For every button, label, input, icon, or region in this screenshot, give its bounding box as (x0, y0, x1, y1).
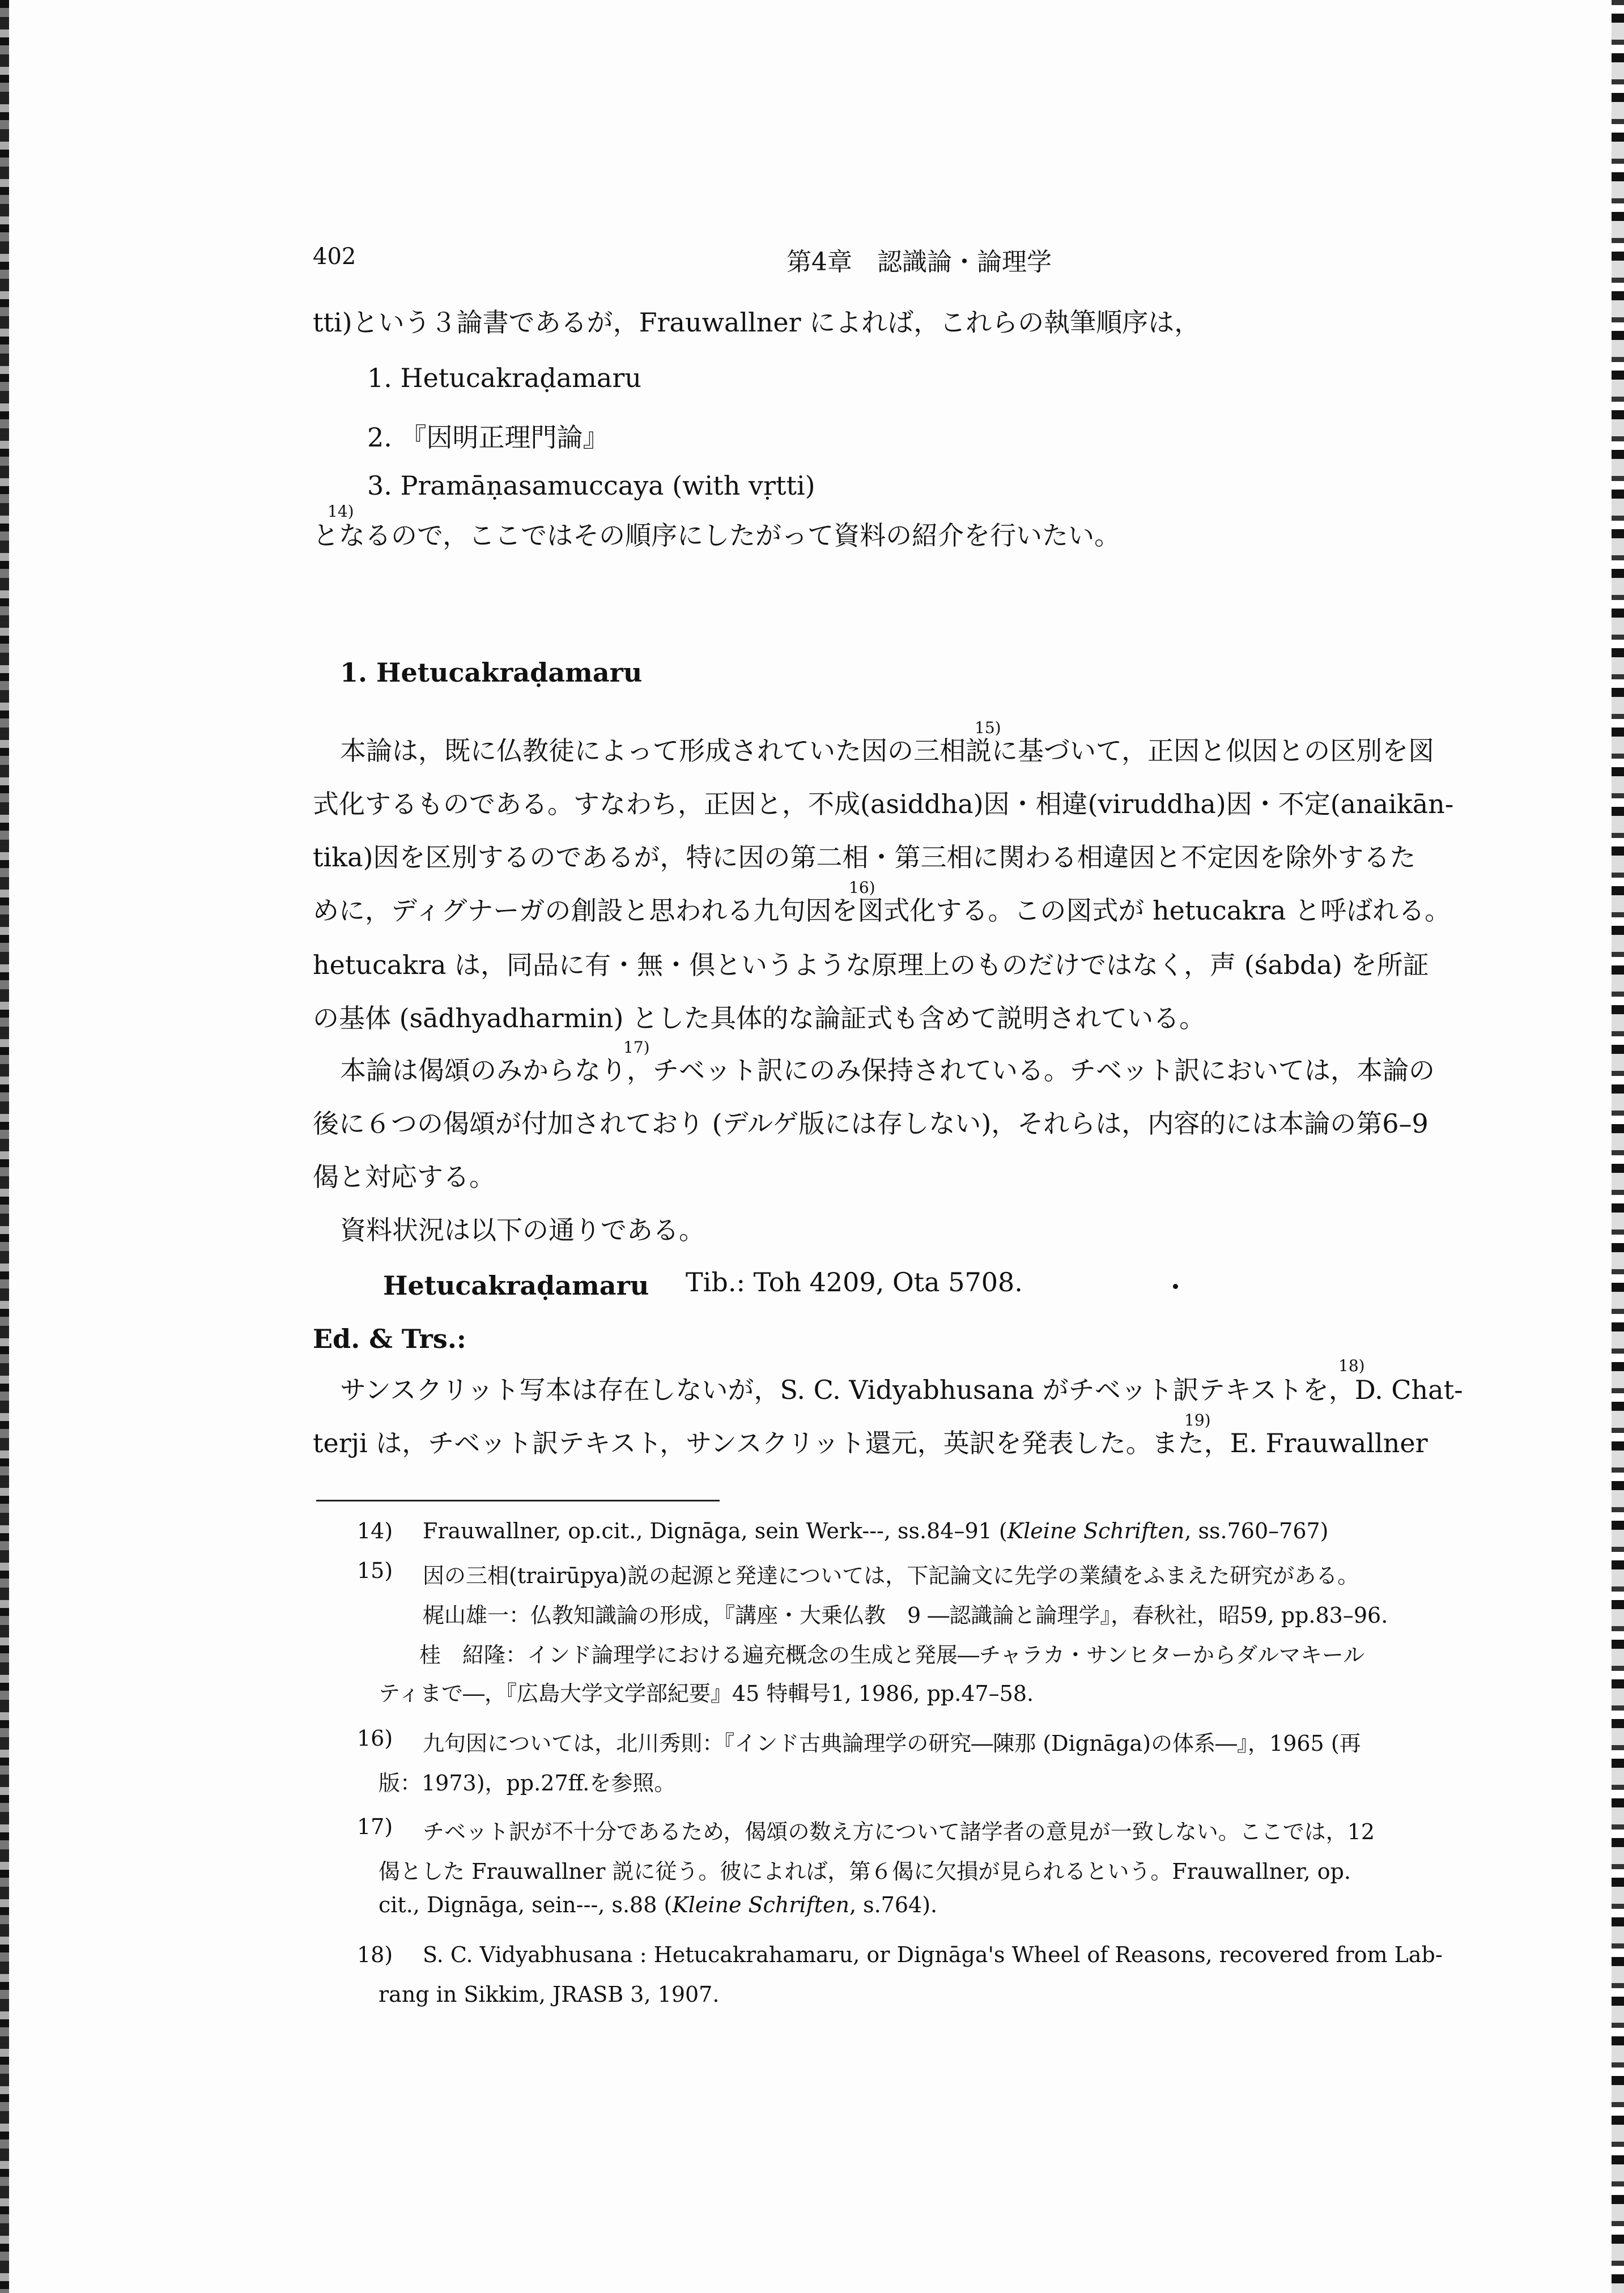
footnote-ref: 15) (975, 718, 1001, 737)
footnote-text: 版：1973)，pp.27ff.を参照。 (379, 1771, 676, 1796)
body-line: めに，ディグナーガの創設と思われる九句因を図式化する。この図式が hetucakra と呼ばれる。 (313, 895, 1451, 926)
footnote-ref: 18) (1338, 1356, 1365, 1375)
footnote-number: 14) (357, 1518, 393, 1543)
body-line: 式化するものである。すなわち，正因と，不成(asiddha)因・相違(viruddha)因・不定(anaikān- (313, 789, 1454, 819)
body-line: tti)という３論書であるが，Frauwallner によれば，これらの執筆順序は， (313, 307, 1201, 338)
body-line: tika)因を区別するのであるが，特に因の第二相・第三相に関わる相違因と不定因を除外するた (313, 842, 1416, 873)
footnote-number: 16) (357, 1726, 393, 1751)
footnote-italic: Kleine Schriften (672, 1892, 849, 1917)
footnote-text: 梶山雄一：仏教知識論の形成，『講座・大乗仏教 9 ―認識論と論理学』，春秋社，昭59, pp.83–96. (423, 1603, 1388, 1628)
footnote-text: チベット訳が不十分であるため，偈頌の数え方について諸学者の意見が一致しない。ここでは，12 (423, 1819, 1375, 1844)
stray-dot (1173, 1284, 1178, 1289)
scan-edge-left (0, 0, 9, 2293)
page-number: 402 (313, 244, 356, 270)
source-title: Hetucakraḍamaru (383, 1270, 649, 1301)
footnote-text: S. C. Vidyabhusana : Hetucakrahamaru, or Dignāga's Wheel of Reasons, recovered from Lab- (423, 1942, 1443, 1967)
footnote-text: ティまで―，『広島大学文学部紀要』45 特輯号1, 1986, pp.47–58. (379, 1681, 1034, 1706)
footnote-ref: 14) (328, 502, 354, 521)
footnote-text: 桂 紹隆：インド論理学における遍充概念の生成と発展―チャラカ・サンヒターからダルマキール (419, 1643, 1365, 1667)
footnote-ref: 16) (849, 878, 875, 897)
body-line: の基体 (sādhyadharmin) とした具体的な論証式も含めて説明されている。 (313, 1003, 1206, 1033)
footnote-italic: Kleine Schriften (1007, 1518, 1185, 1543)
footnote-text: rang in Sikkim, JRASB 3, 1907. (379, 1982, 720, 2007)
body-line: 偈と対応する。 (313, 1162, 495, 1192)
footnote-ref: 17) (623, 1038, 650, 1057)
footnote-number: 17) (357, 1814, 393, 1839)
body-line: 後に６つの偈頌が付加されており (デルゲ版には存しない)，それらは，内容的には本論の第6–9 (313, 1108, 1429, 1139)
footnote-text: 因の三相(trairūpya)説の起源と発達については，下記論文に先学の業績をふまえた研究がある。 (423, 1563, 1359, 1588)
list-item: 3. Pramāṇasamuccaya (with vṛtti) (367, 470, 815, 501)
footnote-ref: 19) (1184, 1411, 1211, 1430)
section-heading: 1. Hetucakraḍamaru (340, 657, 643, 688)
body-line: となるので，ここではその順序にしたがって資料の紹介を行いたい。 (313, 520, 1121, 551)
footnote-text: 偈とした Frauwallner 説に従う。彼によれば，第６偈に欠損が見られるという。Frauwallner, op. (379, 1859, 1351, 1884)
scan-edge-right (1612, 0, 1624, 2293)
body-line: hetucakra は，同品に有・無・倶というような原理上のものだけではなく，声 (śabda) を所証 (313, 950, 1429, 980)
body-line: 本論は，既に仏教徒によって形成されていた因の三相説に基づいて，正因と似因との区別を図 (340, 735, 1435, 766)
ed-trs-label: Ed. & Trs.: (313, 1324, 466, 1354)
running-head: 第4章 認識論・論理学 (787, 248, 1052, 276)
footnote-number: 15) (357, 1558, 393, 1583)
footnote-text: 九句因については，北川秀則：『インド古典論理学の研究―陳那 (Dignāga)の体系―』，1965 (再 (423, 1731, 1361, 1756)
footnote-text: Frauwallner, op.cit., Dignāga, sein Werk---, ss.84–91 (Kleine Schriften, ss.760–767) (423, 1518, 1329, 1543)
footnote-text: cit., Dignāga, sein---, s.88 (Kleine Schriften, s.764). (379, 1892, 938, 1917)
list-item: 2. 『因明正理門論』 (367, 422, 609, 453)
body-line: 本論は偈頌のみからなり，チベット訳にのみ保持されている。チベット訳においては，本論の (340, 1055, 1435, 1086)
footnote-rule (316, 1500, 720, 1501)
body-line: 資料状況は以下の通りである。 (340, 1215, 705, 1245)
body-line: terji は，チベット訳テキスト，サンスクリット還元，英訳を発表した。また，E. Frauwallner (313, 1428, 1428, 1458)
footnote-number: 18) (357, 1942, 393, 1967)
source-tib: Tib.: Toh 4209, Ota 5708. (686, 1267, 1023, 1297)
list-item: 1. Hetucakraḍamaru (367, 363, 641, 393)
body-line: サンスクリット写本は存在しないが，S. C. Vidyabhusana がチベット訳テキストを，D. Chat- (340, 1375, 1463, 1405)
